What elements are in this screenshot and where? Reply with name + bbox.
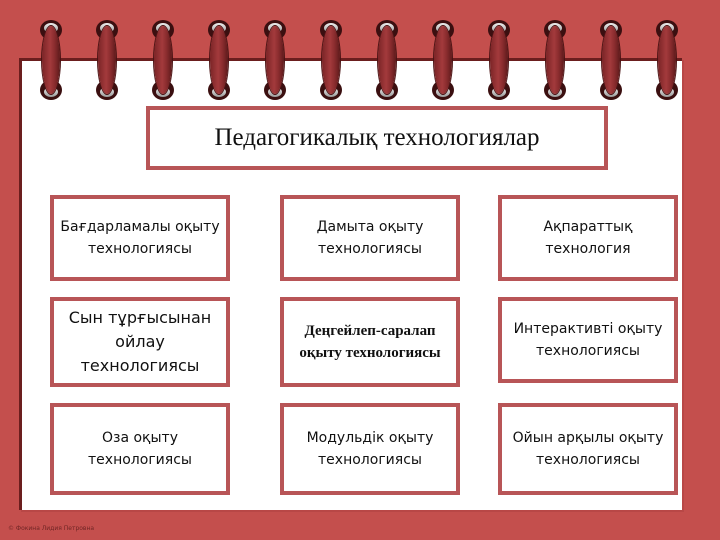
box-label: Дамыта оқыту технологиясы (316, 219, 424, 257)
title-box (146, 106, 608, 170)
box-critical-thinking (50, 297, 230, 387)
box-label: Ойын арқылы оқыту технологиясы (512, 430, 664, 468)
binder-ring-icon (320, 20, 342, 100)
box-modular-learning (280, 403, 460, 495)
binder-ring-icon (40, 20, 62, 100)
binder-ring-icon (432, 20, 454, 100)
box-label: Сын тұрғысынан ойлау технологиясы (68, 308, 212, 375)
binder-ring-icon (656, 20, 678, 100)
box-interactive-learning (498, 297, 678, 383)
box-label: Интерактивті оқыту технологиясы (513, 321, 663, 359)
binder-ring-icon (96, 20, 118, 100)
binder-ring-icon (152, 20, 174, 100)
box-label: Бағдарламалы оқыту технологиясы (60, 219, 220, 257)
binder-ring-icon (600, 20, 622, 100)
box-label: Ақпараттық технология (543, 219, 633, 257)
slide-title: Педагогикалық технологиялар (214, 124, 540, 151)
binder-ring-icon (208, 20, 230, 100)
copyright-footer: © Фокина Лидия Петровна (8, 525, 95, 532)
box-label: Деңгейлеп-саралап оқыту технологиясы (299, 323, 441, 361)
binder-ring-icon (488, 20, 510, 100)
binder-ring-icon (544, 20, 566, 100)
box-information-technology (498, 195, 678, 281)
binder-ring-icon (264, 20, 286, 100)
box-game-based-learning (498, 403, 678, 495)
binder-ring-icon (376, 20, 398, 100)
box-differentiated-learning (280, 297, 460, 387)
box-developmental-learning (280, 195, 460, 281)
box-programmed-learning (50, 195, 230, 281)
box-label: Модульдік оқыту технологиясы (306, 430, 434, 468)
box-label: Оза оқыту технологиясы (88, 430, 192, 468)
box-advanced-learning (50, 403, 230, 495)
